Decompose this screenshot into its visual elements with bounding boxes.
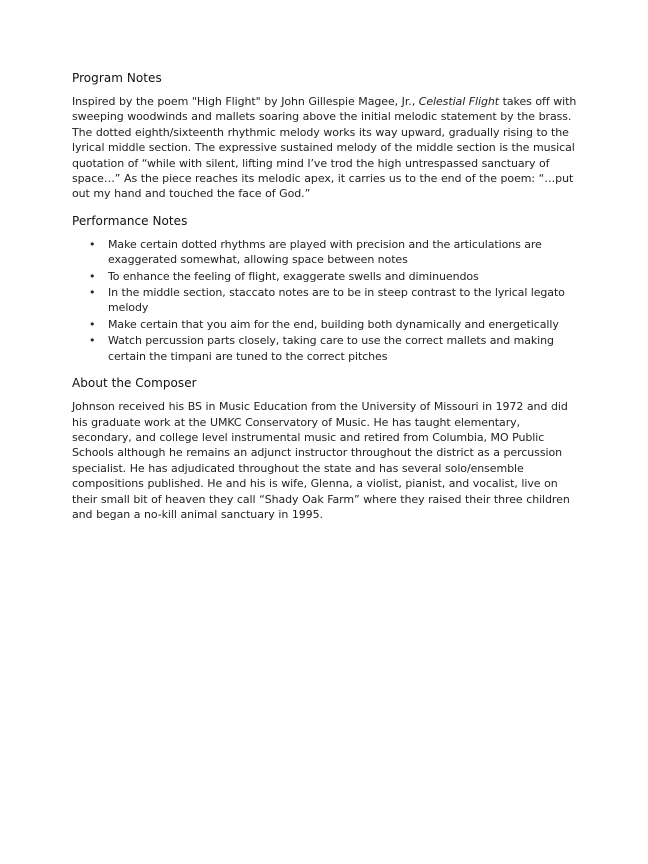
- list-item: [89, 285, 580, 316]
- bullet-icon: •: [89, 269, 96, 283]
- list-item-text: In the middle section, staccato notes are to be in steep contrast to the lyrical legato melody: [108, 286, 565, 315]
- list-item: [89, 269, 580, 284]
- list-item-text: To enhance the feeling of flight, exaggerate swells and diminuendos: [108, 269, 479, 283]
- about-composer-heading: About the Composer: [72, 376, 197, 391]
- bullet-icon: •: [89, 334, 96, 348]
- bullet-icon: •: [89, 286, 96, 300]
- list-item-text: Make certain that you aim for the end, building both dynamically and energetically: [108, 317, 559, 331]
- piece-title: Celestial Flight: [418, 95, 500, 108]
- list-item: [89, 317, 580, 332]
- performance-notes-list: [72, 237, 580, 364]
- list-item: [89, 237, 580, 268]
- program-notes-text-1: Inspired by the poem "High Flight" by John Gillespie Magee, Jr.,: [72, 95, 419, 108]
- list-item: [89, 333, 580, 364]
- program-notes-text-2: takes off with sweeping woodwinds and mallets soaring above the initial melodic statement by the brass. The dotted eighth/sixteenth rhythmic melody works its way upward, gradually rising to the lyrical middle section. The expressive sustained melody of the middle section is the musical quotation of “while with silent, lifting mind I’ve trod the high untrespassed sanctuary of space…” As the piece reaches its melodic apex, it carries us to the end of the poem: “…put out my hand and touched the face of God.”: [72, 95, 577, 201]
- performance-notes-heading: Performance Notes: [72, 213, 188, 228]
- program-notes-paragraph: [72, 94, 580, 202]
- document-page: [72, 70, 580, 522]
- program-notes-heading: Program Notes: [72, 71, 162, 85]
- list-item-text: Watch percussion parts closely, taking care to use the correct mallets and making certain the timpani are tuned to the correct pitches: [108, 334, 554, 363]
- bullet-icon: •: [89, 317, 96, 331]
- list-item-text: Make certain dotted rhythms are played with precision and the articulations are exaggerated somewhat, allowing space between notes: [108, 237, 542, 267]
- bullet-icon: •: [89, 237, 96, 251]
- about-composer-paragraph: Johnson received his BS in Music Education from the University of Missouri in 1972 and did his graduate work at the UMKC Conservatory of Music. He has taught elementary, secondary, and college level instrumental music and retired from Columbia, MO Public Schools although he remains an adjunct instructor throughout the district as a percussion specialist. He has adjudicated throughout the state and has several solo/ensemble compositions published. He and his is wife, Glenna, a violist, pianist, and vocalist, live on their small bit of heaven they call “Shady Oak Farm” where they raised their three children and began a no-kill animal sanctuary in 1995.: [72, 400, 570, 521]
